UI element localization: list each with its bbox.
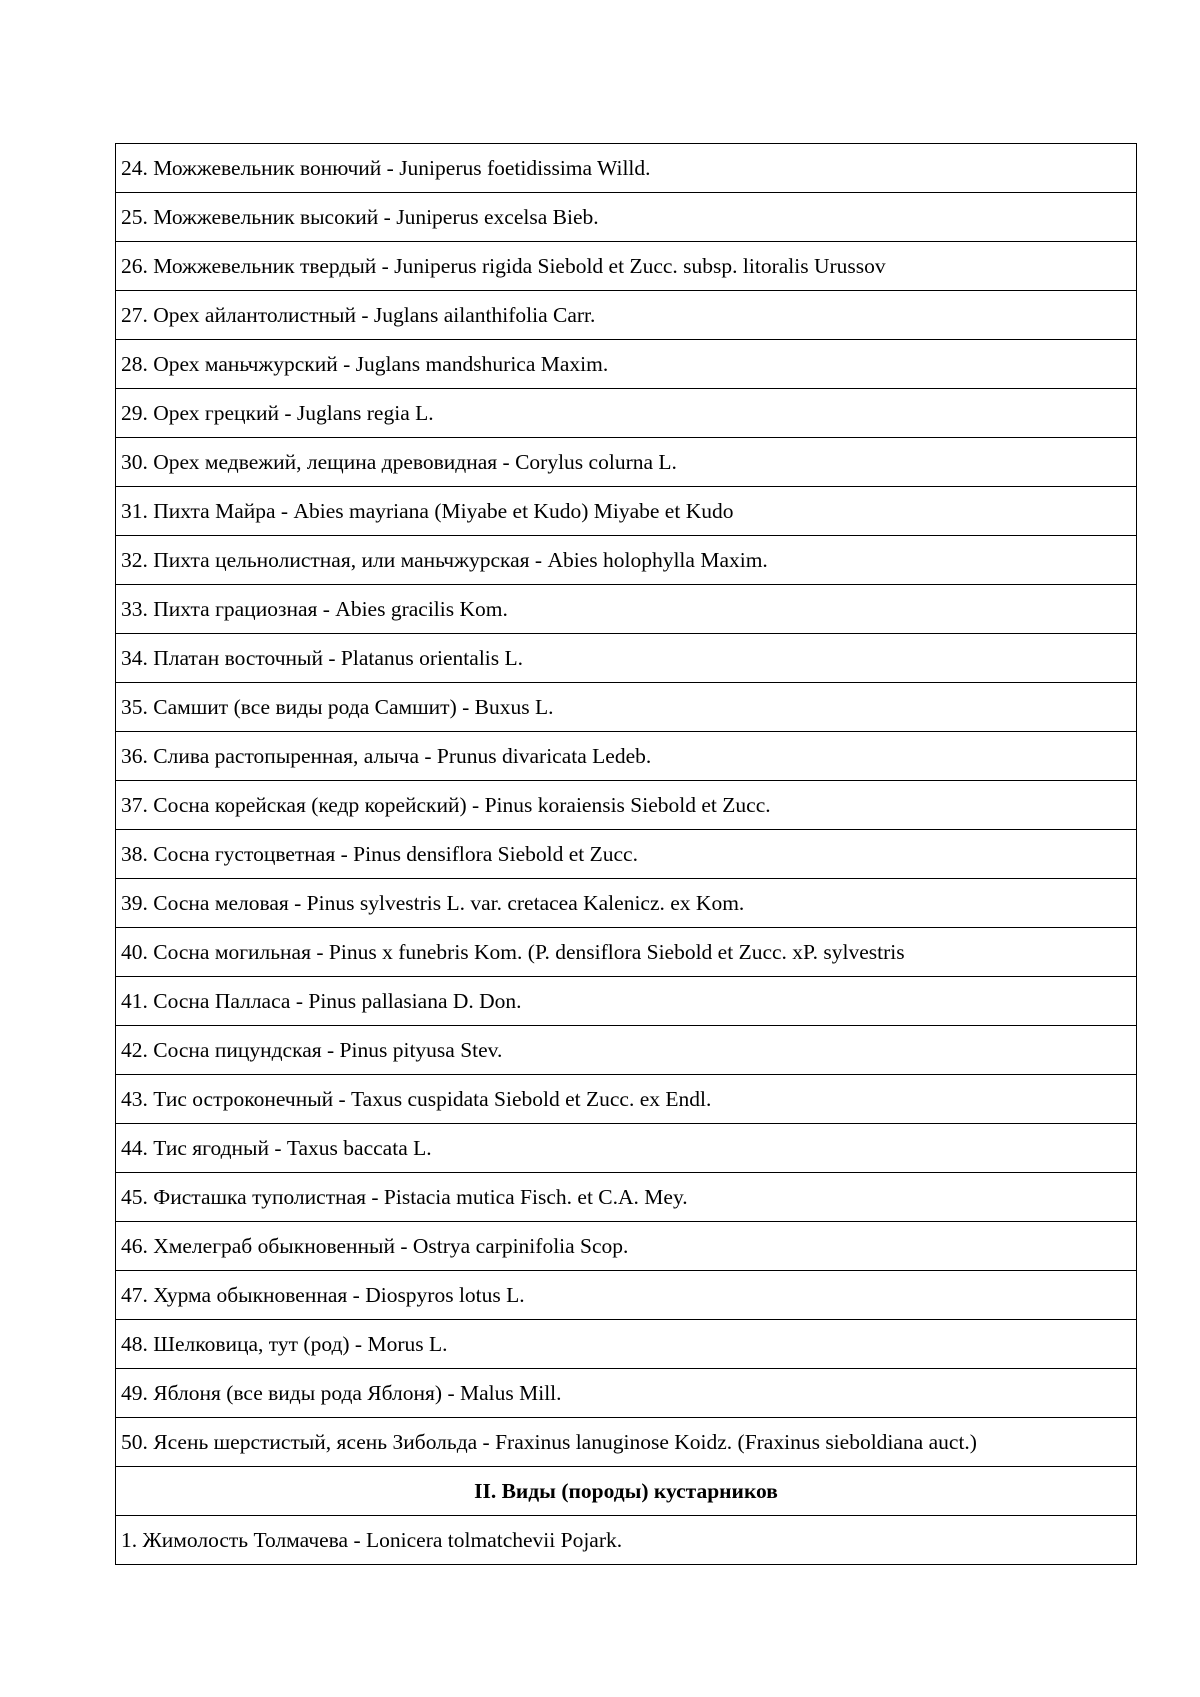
- species-entry: 30. Орех медвежий, лещина древовидная - Corylus colurna L.: [116, 438, 1137, 487]
- species-entry: 47. Хурма обыкновенная - Diospyros lotus L.: [116, 1271, 1137, 1320]
- table-row: [116, 1320, 1137, 1369]
- table-row: [116, 634, 1137, 683]
- table-row: [116, 438, 1137, 487]
- table-row: [116, 193, 1137, 242]
- table-row: [116, 879, 1137, 928]
- species-entry: 43. Тис остроконечный - Taxus cuspidata Siebold et Zucc. ex Endl.: [116, 1075, 1137, 1124]
- species-entry: 31. Пихта Майра - Abies mayriana (Miyabe et Kudo) Miyabe et Kudo: [116, 487, 1137, 536]
- table-row: [116, 732, 1137, 781]
- table-row: [116, 683, 1137, 732]
- species-entry: 37. Сосна корейская (кедр корейский) - Pinus koraiensis Siebold et Zucc.: [116, 781, 1137, 830]
- species-entry: 36. Слива растопыренная, алыча - Prunus divaricata Ledeb.: [116, 732, 1137, 781]
- table-row: [116, 1418, 1137, 1467]
- species-entry: 28. Орех маньчжурский - Juglans mandshurica Maxim.: [116, 340, 1137, 389]
- species-entry: 44. Тис ягодный - Taxus baccata L.: [116, 1124, 1137, 1173]
- table-row: [116, 977, 1137, 1026]
- table-row: [116, 340, 1137, 389]
- species-entry: 41. Сосна Палласа - Pinus pallasiana D. Don.: [116, 977, 1137, 1026]
- table-row: [116, 487, 1137, 536]
- table-row: [116, 1173, 1137, 1222]
- species-entry: 39. Сосна меловая - Pinus sylvestris L. var. cretacea Kalenicz. ex Kom.: [116, 879, 1137, 928]
- species-entry: 32. Пихта цельнолистная, или маньчжурская - Abies holophylla Maxim.: [116, 536, 1137, 585]
- species-entry: 33. Пихта грациозная - Abies gracilis Kom.: [116, 585, 1137, 634]
- species-entry: 38. Сосна густоцветная - Pinus densiflora Siebold et Zucc.: [116, 830, 1137, 879]
- species-entry: 50. Ясень шерстистый, ясень Зибольда - Fraxinus lanuginose Koidz. (Fraxinus sieboldiana auct.): [116, 1418, 1137, 1467]
- table-row: [116, 830, 1137, 879]
- species-entry: 42. Сосна пицундская - Pinus pityusa Stev.: [116, 1026, 1137, 1075]
- species-table: [115, 143, 1137, 1565]
- table-row: [116, 1124, 1137, 1173]
- species-entry: 26. Можжевельник твердый - Juniperus rigida Siebold et Zucc. subsp. litoralis Urussov: [116, 242, 1137, 291]
- species-entry: 46. Хмелеграб обыкновенный - Ostrya carpinifolia Scop.: [116, 1222, 1137, 1271]
- table-row: [116, 585, 1137, 634]
- table-row: [116, 291, 1137, 340]
- species-entry: 40. Сосна могильная - Pinus x funebris Kom. (P. densiflora Siebold et Zucc. xP. sylvestris: [116, 928, 1137, 977]
- table-row: [116, 1075, 1137, 1124]
- species-entry: 1. Жимолость Толмачева - Lonicera tolmatchevii Pojark.: [116, 1516, 1137, 1565]
- table-row: [116, 536, 1137, 585]
- table-row: [116, 781, 1137, 830]
- species-entry: 49. Яблоня (все виды рода Яблоня) - Malus Mill.: [116, 1369, 1137, 1418]
- table-row: [116, 242, 1137, 291]
- table-row: [116, 1222, 1137, 1271]
- species-entry: 24. Можжевельник вонючий - Juniperus foetidissima Willd.: [116, 144, 1137, 193]
- table-row: [116, 1369, 1137, 1418]
- species-entry: 35. Самшит (все виды рода Самшит) - Buxus L.: [116, 683, 1137, 732]
- section-heading: II. Виды (породы) кустарников: [116, 1467, 1137, 1516]
- table-row: [116, 389, 1137, 438]
- species-entry: 34. Платан восточный - Platanus orientalis L.: [116, 634, 1137, 683]
- species-entry: 27. Орех айлантолистный - Juglans ailanthifolia Carr.: [116, 291, 1137, 340]
- section-heading-row: [116, 1467, 1137, 1516]
- table-row: [116, 928, 1137, 977]
- table-row: [116, 1271, 1137, 1320]
- species-entry: 29. Орех грецкий - Juglans regia L.: [116, 389, 1137, 438]
- table-row: [116, 144, 1137, 193]
- table-row: [116, 1026, 1137, 1075]
- species-entry: 48. Шелковица, тут (род) - Morus L.: [116, 1320, 1137, 1369]
- species-entry: 45. Фисташка туполистная - Pistacia mutica Fisch. et C.A. Mey.: [116, 1173, 1137, 1222]
- species-entry: 25. Можжевельник высокий - Juniperus excelsa Bieb.: [116, 193, 1137, 242]
- table-row: [116, 1516, 1137, 1565]
